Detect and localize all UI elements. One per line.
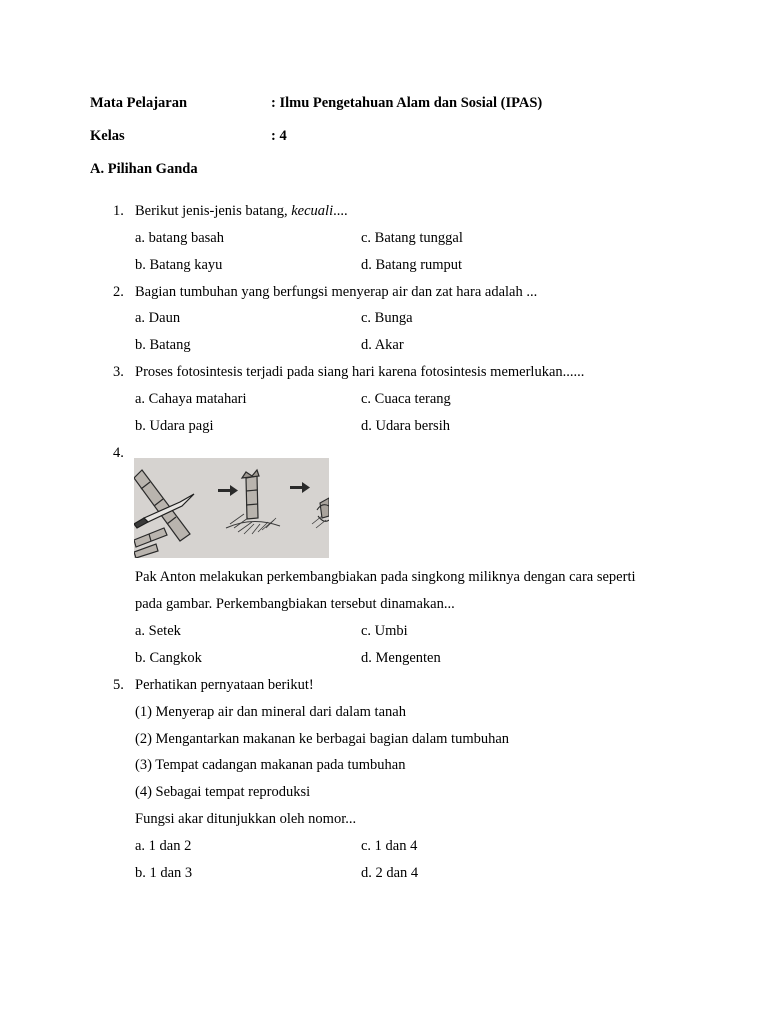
question-number: 3. bbox=[113, 364, 124, 381]
option-d: d. Udara bersih bbox=[361, 417, 450, 434]
question-text: Perhatikan pernyataan berikut! bbox=[135, 676, 314, 693]
option-a: a. Daun bbox=[135, 310, 181, 327]
option-c: c. Bunga bbox=[361, 310, 413, 327]
question-text: Bagian tumbuhan yang berfungsi menyerap air dan zat hara adalah ... bbox=[135, 283, 538, 300]
question-3 bbox=[0, 359, 768, 440]
section-title: A. Pilihan Ganda bbox=[90, 161, 198, 177]
class-value: : 4 bbox=[271, 128, 287, 144]
option-b: b. Batang bbox=[135, 337, 191, 354]
option-d: d. Mengenten bbox=[361, 649, 441, 666]
statement-3: (3) Tempat cadangan makanan pada tumbuhan bbox=[135, 757, 406, 774]
question-text-emphasis: kecuali bbox=[291, 203, 334, 219]
option-c: c. Batang tunggal bbox=[361, 229, 463, 246]
option-b: b. 1 dan 3 bbox=[135, 864, 193, 881]
cassava-cutting-illustration bbox=[134, 458, 329, 558]
question-text bbox=[135, 198, 348, 225]
option-d: d. Akar bbox=[361, 337, 404, 354]
option-b: b. Cangkok bbox=[135, 649, 202, 666]
option-a: a. 1 dan 2 bbox=[135, 837, 192, 854]
question-text-main: Berikut jenis-jenis batang, bbox=[135, 203, 292, 219]
class-label: Kelas bbox=[90, 128, 125, 144]
option-c: c. Umbi bbox=[361, 623, 408, 640]
question-1 bbox=[0, 198, 768, 279]
question-5 bbox=[0, 672, 768, 887]
statement-1: (1) Menyerap air dan mineral dari dalam tanah bbox=[135, 703, 406, 720]
option-b: b. Udara pagi bbox=[135, 417, 214, 434]
question-4 bbox=[0, 440, 768, 672]
option-a: a. batang basah bbox=[135, 229, 224, 246]
subject-label: Mata Pelajaran bbox=[90, 95, 188, 111]
question-number: 2. bbox=[113, 283, 124, 300]
option-b: b. Batang kayu bbox=[135, 256, 223, 273]
question-number: 4. bbox=[113, 444, 124, 461]
question-number: 1. bbox=[113, 203, 124, 219]
option-d: d. 2 dan 4 bbox=[361, 864, 419, 881]
option-d: d. Batang rumput bbox=[361, 256, 463, 273]
question-number: 5. bbox=[113, 676, 124, 693]
subject-value: : Ilmu Pengetahuan Alam dan Sosial (IPAS) bbox=[271, 95, 543, 111]
question-text-line-1: Pak Anton melakukan perkembangbiakan pada singkong miliknya dengan cara seperti bbox=[135, 569, 636, 586]
question-text: Proses fotosintesis terjadi pada siang hari karena fotosintesis memerlukan...... bbox=[135, 364, 585, 381]
question-text-line-2: pada gambar. Perkembangbiakan tersebut dinamakan... bbox=[135, 596, 455, 613]
statement-4: (4) Sebagai tempat reproduksi bbox=[135, 784, 311, 801]
question-prompt: Fungsi akar ditunjukkan oleh nomor... bbox=[135, 811, 357, 828]
question-list bbox=[0, 198, 768, 887]
option-c: c. 1 dan 4 bbox=[361, 837, 418, 854]
statement-2: (2) Mengantarkan makanan ke berbagai bagian dalam tumbuhan bbox=[135, 730, 510, 747]
option-c: c. Cuaca terang bbox=[361, 390, 451, 407]
question-2 bbox=[0, 279, 768, 360]
question-text-end: .... bbox=[333, 203, 348, 219]
option-a: a. Cahaya matahari bbox=[135, 390, 247, 407]
option-a: a. Setek bbox=[135, 623, 181, 640]
